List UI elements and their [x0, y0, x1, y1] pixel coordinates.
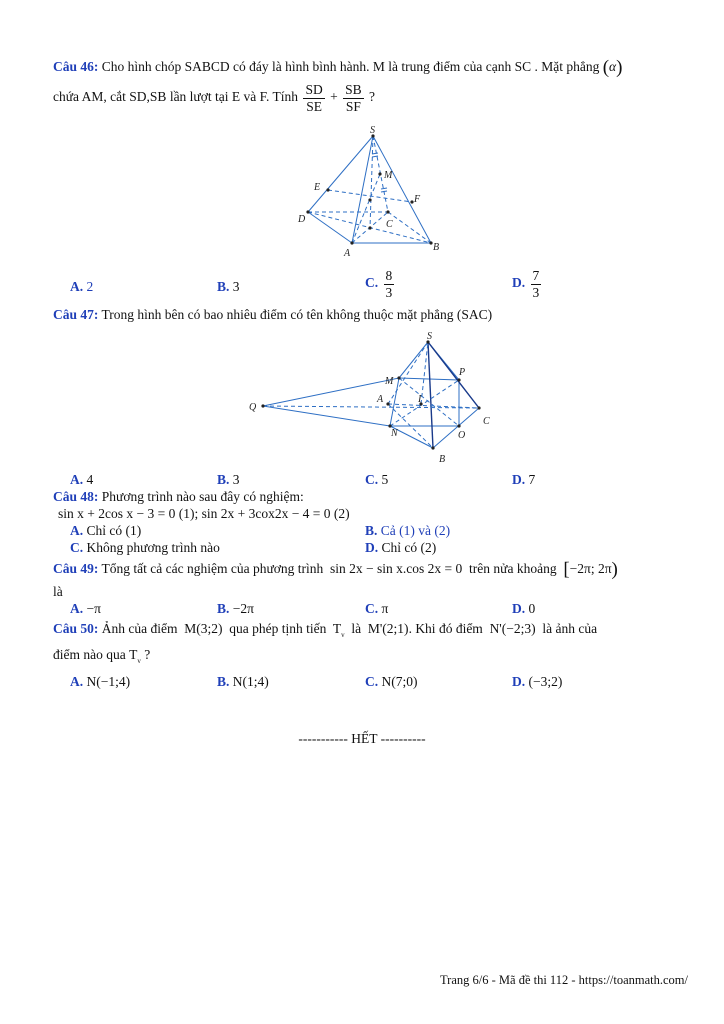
q46-option-c[interactable]: C. $\frac{8}{3}$: [365, 268, 393, 300]
fig46-label-b: B: [433, 242, 440, 253]
q48-option-d[interactable]: D. Chỉ có (2): [365, 540, 437, 555]
q46-alpha: α: [609, 59, 617, 74]
q50-point-mp: M'(2;1): [367, 621, 409, 636]
q46-label: Câu 46:: [53, 59, 99, 74]
q46-text2: chứa AM, cắt SD,SB lần lượt tại E và F. Tính: [53, 89, 299, 105]
q50-option-b[interactable]: B. N(1;4): [217, 674, 269, 689]
q47-option-d[interactable]: D. 7: [512, 472, 536, 487]
q49-option-d[interactable]: D. 0: [512, 601, 536, 616]
q47-pyramid-figure: [245, 330, 505, 470]
fig47-label-p: P: [459, 367, 466, 378]
q47-option-a[interactable]: A. 4: [70, 472, 94, 487]
q50-option-a[interactable]: A. N(−1;4): [70, 674, 131, 689]
fig46-label-e: E: [314, 182, 321, 193]
q47-option-c[interactable]: C. 5: [365, 472, 389, 487]
end-marker: ----------- HẾT ----------: [298, 731, 426, 746]
fig46-label-f: F: [414, 194, 421, 205]
q50-point-m: M(3;2): [184, 621, 223, 636]
q47-label: Câu 47:: [53, 307, 99, 322]
fig47-label-o: O: [458, 430, 466, 441]
q48-label: Câu 48:: [53, 489, 99, 504]
q46-text1: Cho hình chóp SABCD có đáy là hình bình hành. M là trung điểm của cạnh SC . Mặt phẳng: [101, 59, 600, 74]
fig47-label-s: S: [427, 331, 432, 342]
fig47-label-i: I: [418, 394, 422, 405]
q48-line1: [53, 489, 304, 505]
fig47-label-q: Q: [249, 402, 257, 413]
q47-text: Trong hình bên có bao nhiêu điểm có tên không thuộc mặt phẳng (SAC): [101, 307, 493, 322]
q46-frac2: $\frac{SB}{SF}$: [345, 82, 362, 114]
q47-line1: [53, 307, 492, 323]
fig47-label-b: B: [439, 454, 446, 465]
q50-option-d[interactable]: D. (−3;2): [512, 674, 563, 689]
fig46-label-d: D: [298, 214, 306, 225]
q49-option-c[interactable]: C. π: [365, 601, 389, 616]
q46-option-b[interactable]: B. 3: [217, 279, 240, 294]
page-footer: Trang 6/6 - Mã đề thi 112 - https://toanmath.com/: [439, 973, 688, 987]
q50-line1: Câu 50: Ảnh của điểm M(3;2) qua phép tịnh tiến $T_v$ là M'(2;1). Khi đó điểm N'(−2;3) là ảnh của: [53, 621, 598, 639]
q46-option-d[interactable]: D. $\frac{7}{3}$: [512, 268, 540, 300]
fig47-label-a: A: [377, 394, 384, 405]
q50-line2: điểm nào qua $T_v$ ?: [53, 647, 151, 665]
q47-option-b[interactable]: B. 3: [217, 472, 240, 487]
q49-equation: sin 2x − sin x.cos 2x = 0: [330, 561, 463, 576]
q46-line2: chứa AM, cắt SD,SB lần lượt tại E và F. Tính $\frac{SD}{SE}$ + $\frac{SB}{SF}$ ?: [53, 82, 375, 114]
fig46-label-m: M: [384, 170, 393, 181]
q50-option-c[interactable]: C. N(7;0): [365, 674, 418, 689]
fig46-label-c: C: [386, 219, 393, 230]
fig46-label-a: A: [344, 248, 351, 259]
q50-label: Câu 50:: [53, 621, 99, 636]
q46-pyramid-figure: [290, 122, 450, 262]
q48-equations: sin x + 2cos x − 3 = 0 (1); sin 2x + 3cox2x − 4 = 0 (2): [58, 506, 350, 521]
q48-option-c[interactable]: C. Không phương trình nào: [70, 540, 220, 555]
q49-label: Câu 49:: [53, 561, 99, 576]
q49-option-b[interactable]: B. −2π: [217, 601, 254, 616]
q49-option-a[interactable]: A. −π: [70, 601, 101, 616]
fig47-label-c: C: [483, 416, 490, 427]
fig47-label-n: N: [391, 428, 398, 439]
q48-option-b[interactable]: B. Cả (1) và (2): [365, 523, 451, 538]
q46-line1: Câu 46: Cho hình chóp SABCD có đáy là hình bình hành. M là trung điểm của cạnh SC . Mặt phẳng (α): [53, 57, 623, 78]
q50-point-np: N'(−2;3): [489, 621, 536, 636]
q49-interval: −2π; 2π: [569, 561, 612, 576]
q50-translation: T: [332, 621, 342, 636]
q49-line1: Câu 49: Tổng tất cả các nghiệm của phương trình sin 2x − sin x.cos 2x = 0 trên nửa khoảng [−2π; 2π): [53, 559, 618, 580]
q48-text: Phương trình nào sau đây có nghiệm:: [101, 489, 304, 504]
q46-frac1: $\frac{SD}{SE}$: [305, 82, 323, 114]
q49-text3: là: [53, 584, 63, 599]
q48-option-a[interactable]: A. Chỉ có (1): [70, 523, 142, 538]
fig46-label-s: S: [370, 125, 375, 136]
fig47-label-m: M: [385, 376, 394, 387]
q46-option-a[interactable]: A. 2: [70, 279, 94, 294]
